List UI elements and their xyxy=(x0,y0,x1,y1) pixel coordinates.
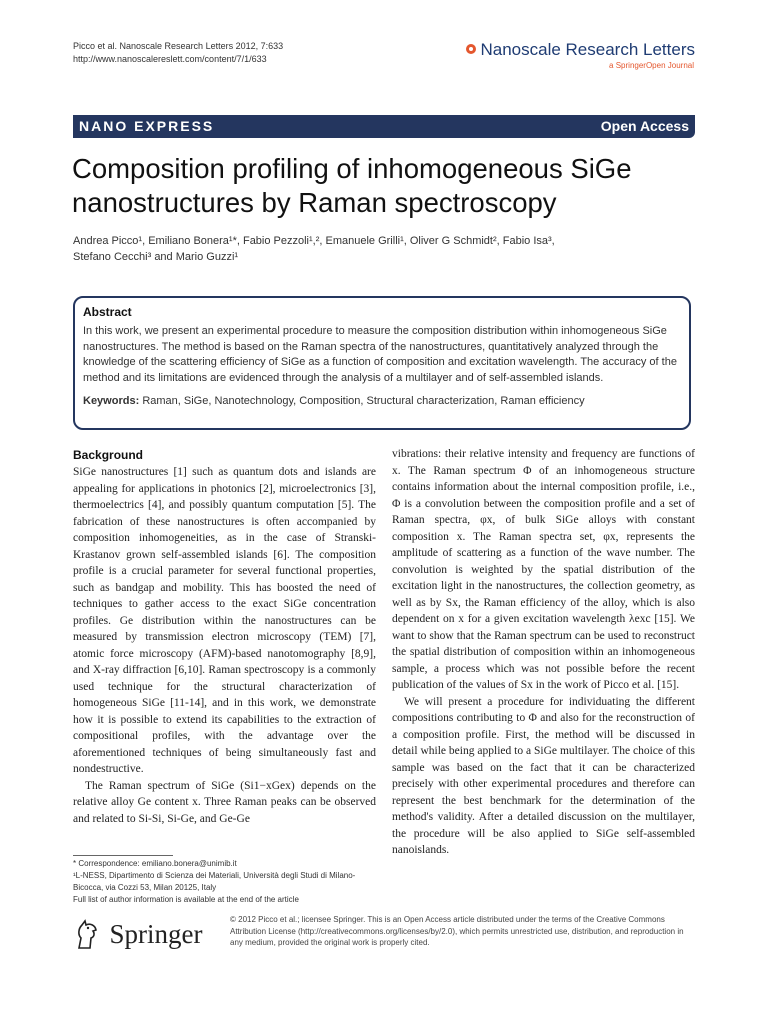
springer-horse-icon xyxy=(73,918,101,950)
publisher-name: Springer xyxy=(109,918,203,949)
article-type-label: NANO EXPRESS xyxy=(79,118,215,134)
journal-subtitle: a SpringerOpen Journal xyxy=(609,61,694,70)
section-heading: Background xyxy=(73,448,144,462)
publisher-logo xyxy=(73,918,202,950)
footnote-divider xyxy=(73,855,173,856)
author-info-note: Full list of author information is available at the end of the article xyxy=(73,895,299,904)
footnotes xyxy=(73,858,383,906)
citation-header xyxy=(73,40,283,66)
body-paragraph: The Raman spectrum of SiGe (Si1−xGex) depends on the relative alloy Ge content x. Three Raman peaks can be observed and related to Si-Si, Si-Ge, and Ge-Ge xyxy=(73,779,376,825)
keywords-label: Keywords: xyxy=(83,395,140,407)
authors-line: Andrea Picco¹, Emiliano Bonera¹*, Fabio Pezzoli¹,², Emanuele Grilli¹, Oliver G Schmidt², Fabio Isa³, xyxy=(73,235,555,247)
abstract-box xyxy=(73,296,691,430)
abstract-heading: Abstract xyxy=(83,305,132,319)
article-type-banner xyxy=(73,115,695,138)
authors-line: Stefano Cecchi³ and Mario Guzzi¹ xyxy=(73,251,239,263)
body-paragraph: SiGe nanostructures [1] such as quantum dots and islands are appealing for applications in photonics [2], microelectronics [3], thermoelectrics [4], and possibly quantum computation [5]. The fabrication of these nanostructures is often accompanied by composition inhomogeneities, as in the case of Stranski-Krastanov grown self-assembled islands [6]. The composition profile is a crucial parameter for several functional properties, such as bandgap and mobility. This has boosted the need of techniques to gather access to the exact SiGe concentration profiles. Ge distribution within the nanostructures can be measured by transmission electron microscopy (TEM) [7], atomic force microscopy (AFM)-based nanotomography [8,9], and X-ray diffraction [6,10]. Raman spectroscopy is a commonly used technique for the structural characterization of homogeneous SiGe [11-14], and in this work, we demonstrate how it is possible to extend its capabilities to the extraction of compositional profiles, with the advantage over the aforementioned techniques of being simultaneously fast and nondestructive. xyxy=(73,466,376,775)
article-title: Composition profiling of inhomogeneous SiGe nanostructures by Raman spectroscopy xyxy=(72,153,632,218)
body-paragraph: vibrations: their relative intensity and frequency are functions of x. The Raman spectrum Φ of an inhomogeneous structure contains information about the internal composition profile, i.e., Φ is a convolution between the composition profile and a set of Raman spectra, φx, of bulk SiGe alloys with constant composition x. The Raman spectra set, φx, represents the amplitude of scattering as a function of the wave number. The convolution is weighted by the spatial distribution of the excitation light in the nanostructures, the collection geometry, as well as by Sx, the Raman efficiency of the alloy, which is also dependent on x for a given excitation wavelength λexc [15]. We want to show that the Raman spectrum can be used to reconstruct the spatial distribution of composition within an inhomogeneous sample, a process which was not possible before the recent publication of the values of Sx in the work of Picco et al. [15]. xyxy=(392,448,695,691)
license-text: © 2012 Picco et al.; licensee Springer. This is an Open Access article distributed under the terms of the Creative Commons Attribution License (http://creativecommons.org/licenses/by/2.0), which permits unrestricted use, distribution, and reproduction in any medium, provided the original work is properly cited. xyxy=(230,915,684,947)
keywords-list: Raman, SiGe, Nanotechnology, Composition, Structural characterization, Raman efficiency xyxy=(142,395,585,407)
body-right-column xyxy=(392,446,695,859)
journal-name: Nanoscale Research Letters xyxy=(480,40,695,59)
journal-logo-icon xyxy=(466,44,476,54)
open-access-label: Open Access xyxy=(600,118,689,134)
article-url[interactable]: http://www.nanoscalereslett.com/content/7/1/633 xyxy=(73,54,267,64)
affiliation-note: ¹L-NESS, Dipartimento di Scienza dei Materiali, Università degli Studi di Milano-Bicocca, via Cozzi 53, Milan 20125, Italy xyxy=(73,871,356,892)
citation-line: Picco et al. Nanoscale Research Letters 2012, 7:633 xyxy=(73,41,284,51)
correspondence-note: * Correspondence: emiliano.bonera@unimib.it xyxy=(73,859,237,868)
keywords xyxy=(83,394,681,410)
abstract-text: In this work, we present an experimental procedure to measure the composition distribution within inhomogeneous SiGe nanostructures. The method is based on the Raman spectra of the nanostructures, quantitatively analyzed through the knowledge of the scattering efficiency of SiGe as a function of composition and excitation wavelength. The accuracy of the method and its limitations are evidenced through the analysis of a multilayer and of self-assembled islands. xyxy=(83,325,677,384)
body-paragraph: We will present a procedure for individuating the different compositions contributing to Φ and also for the reconstruction of a composition profile. First, the method will be discussed in detail while being applied to a SiGe multilayer. The choice of this sample was based on the fact that it can be characterized precisely with other experimental procedures and therefore can represent the best benchmark for the determination of the method's validity. After a detailed discussion on the multilayer, the procedure will be also applied to SiGe self-assembled nanoislands. xyxy=(392,695,695,856)
body-left-column xyxy=(73,446,376,827)
author-list xyxy=(73,233,693,265)
journal-brand xyxy=(466,40,695,70)
